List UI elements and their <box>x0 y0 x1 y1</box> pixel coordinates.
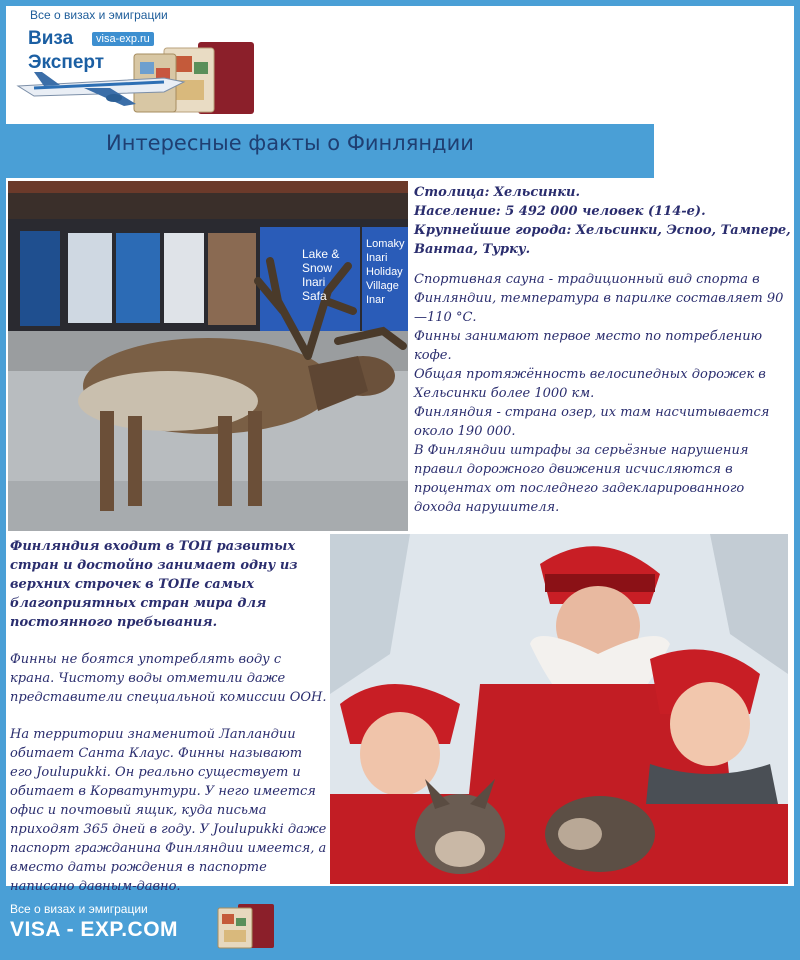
sign-line: Holiday <box>366 266 403 278</box>
logo-url-badge[interactable]: visa-exp.ru <box>92 32 154 46</box>
fact-bike-paths: Общая протяжённость велосипедных дорожек в Хельсинки более 1000 км. <box>414 367 766 401</box>
water-paragraph: Финны не боятся употреблять воду с крана. Чистоту воды отметили даже представители специальной комиссии ООН. <box>10 652 327 705</box>
fact-fines: В Финляндии штрафы за серьёзные нарушения правил дорожного движения исчисляются в процентах от последнего задекларированного дохода нарушителя. <box>414 443 749 515</box>
footer-tagline: Все о визах и эмиграции <box>10 902 148 916</box>
sign-line: Inari <box>366 252 388 264</box>
shop-sign-left <box>302 247 362 303</box>
logo-word-viza: Виза <box>28 28 74 49</box>
page-title: Интересные факты о Финляндии <box>106 131 474 155</box>
sign-line: Village <box>366 280 399 292</box>
footer-logo[interactable]: VISA - EXP.COM <box>10 918 179 941</box>
intro-paragraph: Финляндия входит в ТОП развитых стран и достойно занимает одну из верхних строчек в ТОПе самых благоприятных стран мира для постоянного пребывания. <box>10 539 298 630</box>
header-tagline: Все о визах и эмиграции <box>30 8 168 22</box>
fact-coffee: Финны занимают первое место по потреблению кофе. <box>414 329 763 363</box>
sign-line: Safa <box>302 289 327 303</box>
fact-lakes: Финляндия - страна озер, их там насчитывается около 190 000. <box>414 405 770 439</box>
sign-line: Lake & <box>302 247 340 261</box>
shop-sign-right <box>366 237 408 307</box>
fact-sauna: Спортивная сауна - традиционный вид спорта в Финляндии, температура в парилке составляет 90—110 °С. <box>414 272 784 325</box>
left-text-column <box>10 537 328 896</box>
sign-line: Inar <box>366 294 385 306</box>
sign-line: Lomaky <box>366 238 405 250</box>
reindeer-photo <box>8 181 408 531</box>
interesting-facts-list <box>414 270 784 517</box>
fact-capital: Столица: Хельсинки. <box>414 185 580 200</box>
santa-photo <box>330 534 788 884</box>
santa-paragraph: На территории знаменитой Лапландии обитает Санта Клаус. Финны называют его Joulupukki. Он реально существует и обитает в Корватунтури. У него имеется офис и почтовый ящик, куда письма приходят 365 дней в году. У Joulupukki даже паспорт гражданина Финляндии имеется, а вместо даты рождения в паспорте написано давным-давно. <box>10 727 327 894</box>
fact-cities: Крупнейшие города: Хельсинки, Эспоо, Тампере, Вантаа, Турку. <box>414 223 791 257</box>
passport-icon <box>208 900 278 954</box>
sign-line: Snow <box>302 261 333 275</box>
logo-word-expert: Эксперт <box>28 52 105 73</box>
country-facts <box>414 183 794 259</box>
sign-line: Inari <box>302 275 326 289</box>
fact-population: Население: 5 492 000 человек (114-е). <box>414 204 706 219</box>
